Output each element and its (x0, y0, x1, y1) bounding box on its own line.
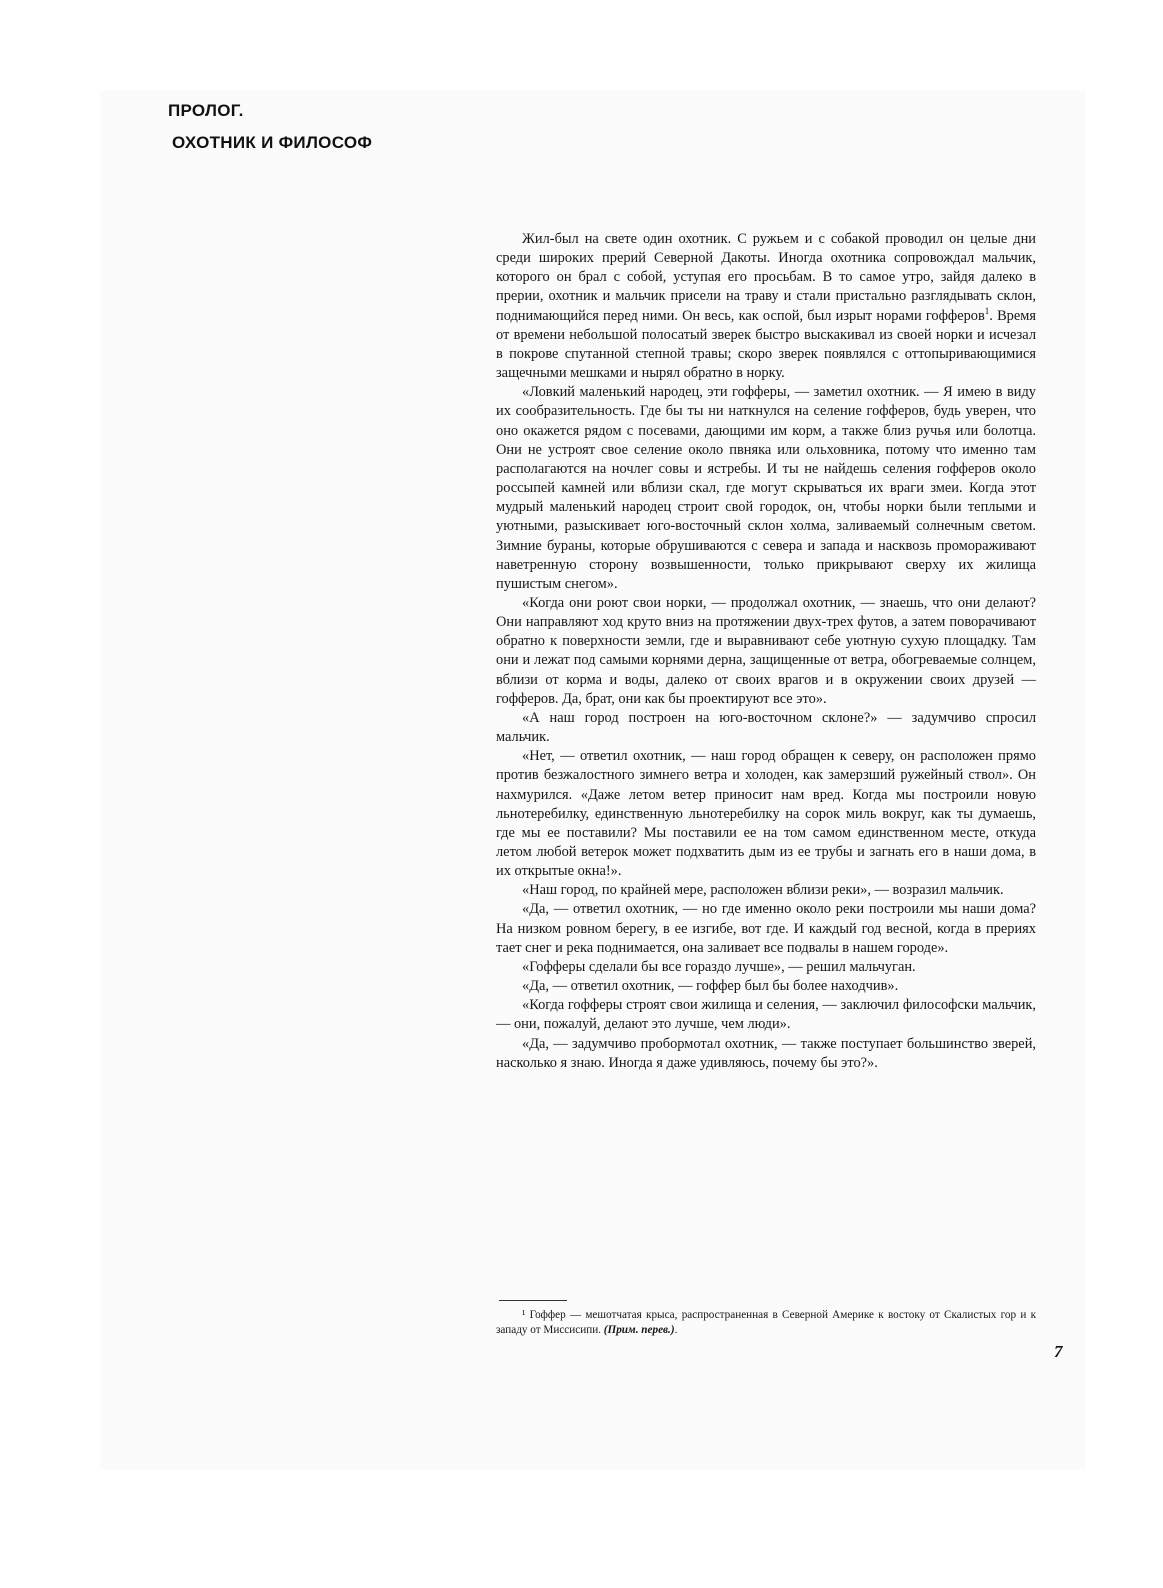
footnote-text: Гоффер — мешотчатая крыса, распространенная в Северной Америке к востоку от Скалистых гор и к западу от Миссисипи. (496, 1309, 1036, 1336)
paragraph: «Да, — ответил охотник, — гоффер был бы более находчив». (522, 978, 899, 995)
paragraph-text: Жил-был на свете один охотник. С ружьем и с собакой проводил он целые дни среди широких прерий Северной Дакоты. Иногда охотника сопровождал мальчик, которого он брал с собой, уступая его просьбам. В то самое утро, зайдя далеко в прерии, охотник и мальчик присели на траву и стали пристально разглядывать склон, поднимающийся перед ними. Он весь, как оспой, был изрыт норами гофферов (496, 231, 1036, 324)
paragraph: «Ловкий маленький народец, эти гофферы, — заметил охотник. — Я имею в виду их сообразительность. Где бы ты ни наткнулся на селение гофферов, будь уверен, что оно окажется рядом с посевами, дающими им корм, а также близ ручья или болотца. Они не устроят свое селение около пвняка или ольховника, потому что именно там располагаются на ночлег совы и ястребы. И ты не найдешь селения гофферов около россыпей камней или вблизи скал, где могут скрываться их враги змеи. Когда этот мудрый маленький народец строит свой городок, он, чтобы норки были теплыми и уютными, разыскивает юго-восточный склон холма, заливаемый солнечным светом. Зимние бураны, которые обрушиваются с севера и запада и насквозь промораживают наветренную сторону возвышенности, только прикрывают сверху их жилища пушистым снегом». (496, 384, 1036, 592)
footnote-end: . (674, 1324, 678, 1336)
paragraph: «Когда они роют свои норки, — продолжал охотник, — знаешь, что они делают? Они направляют ход круто вниз на протяжении двух-трех футов, а затем поворачивают обратно к поверхности земли, где и выравнивают себе уютную сухую площадку. Там они и лежат под самыми корнями дерна, защищенные от ветра, обогреваемые солнцем, вблизи от корма и воды, далеко от своих врагов и в окружении своих друзей — гофферов. Да, брат, они как бы проектируют все это». (496, 594, 1036, 707)
paragraph: «Да, — ответил охотник, — но где именно около реки построили мы наши дома? На низком ровном берегу, в ее изгибе, вот где. И каждый год весной, когда в прериях тает снег и река поднимается, она заливает все подвалы в нашем городе». (496, 901, 1036, 956)
paragraph: «Нет, — ответил охотник, — наш город обращен к северу, он расположен прямо против безжалостного зимнего ветра и холоден, как замерзший ружейный ствол». Он нахмурился. «Даже летом ветер приносит нам вред. Когда мы построили новую льнотеребилку, единственную льнотеребилку на сорок миль вокруг, как ты думаешь, где мы ее поставили? Мы поставили ее на том самом единственном месте, откуда летом любой ветерок может подхватить дым из ее трубы и загнать его в наши дома, в их открытые окна!». (496, 748, 1036, 880)
paragraph: «Да, — задумчиво пробормотал охотник, — также поступает большинство зверей, насколько я знаю. Иногда я даже удивляюсь, почему бы это?». (496, 1035, 1036, 1071)
footnote-note-label: (Прим. перев.) (603, 1324, 675, 1336)
paragraph (496, 230, 1036, 383)
footnote-divider (499, 1300, 567, 1301)
chapter-heading (168, 95, 372, 159)
paragraph-text-continued: . Время от времени небольшой полосатый зверек быстро выскакивал из своей норки и исчезал в покрове спутанной степной травы; скоро зверек появлялся с оттопыривающимися защечными мешками и нырял обратно в норку. (496, 307, 1036, 382)
paragraph: «А наш город построен на юго-восточном склоне?» — задумчиво спросил мальчик. (496, 709, 1036, 746)
paragraph: «Гофферы сделали бы все гораздо лучше», — решил мальчуган. (522, 958, 916, 975)
footnote (496, 1308, 1036, 1338)
page-number: 7 (1054, 1342, 1063, 1361)
chapter-heading-line-2: ОХОТНИК И ФИЛОСОФ (172, 133, 373, 152)
paragraph: «Наш город, по крайней мере, расположен вблизи реки», — возразил мальчик. (522, 882, 1004, 899)
chapter-heading-line-1: ПРОЛОГ. (168, 101, 244, 120)
footnote-reference: 1 (984, 305, 990, 316)
body-text (496, 230, 1036, 1073)
paragraph: «Когда гофферы строят свои жилища и селения, — заключил философски мальчик, — они, пожалуй, делают это лучше, чем люди». (496, 997, 1036, 1033)
footnote-marker: ¹ (522, 1309, 526, 1321)
